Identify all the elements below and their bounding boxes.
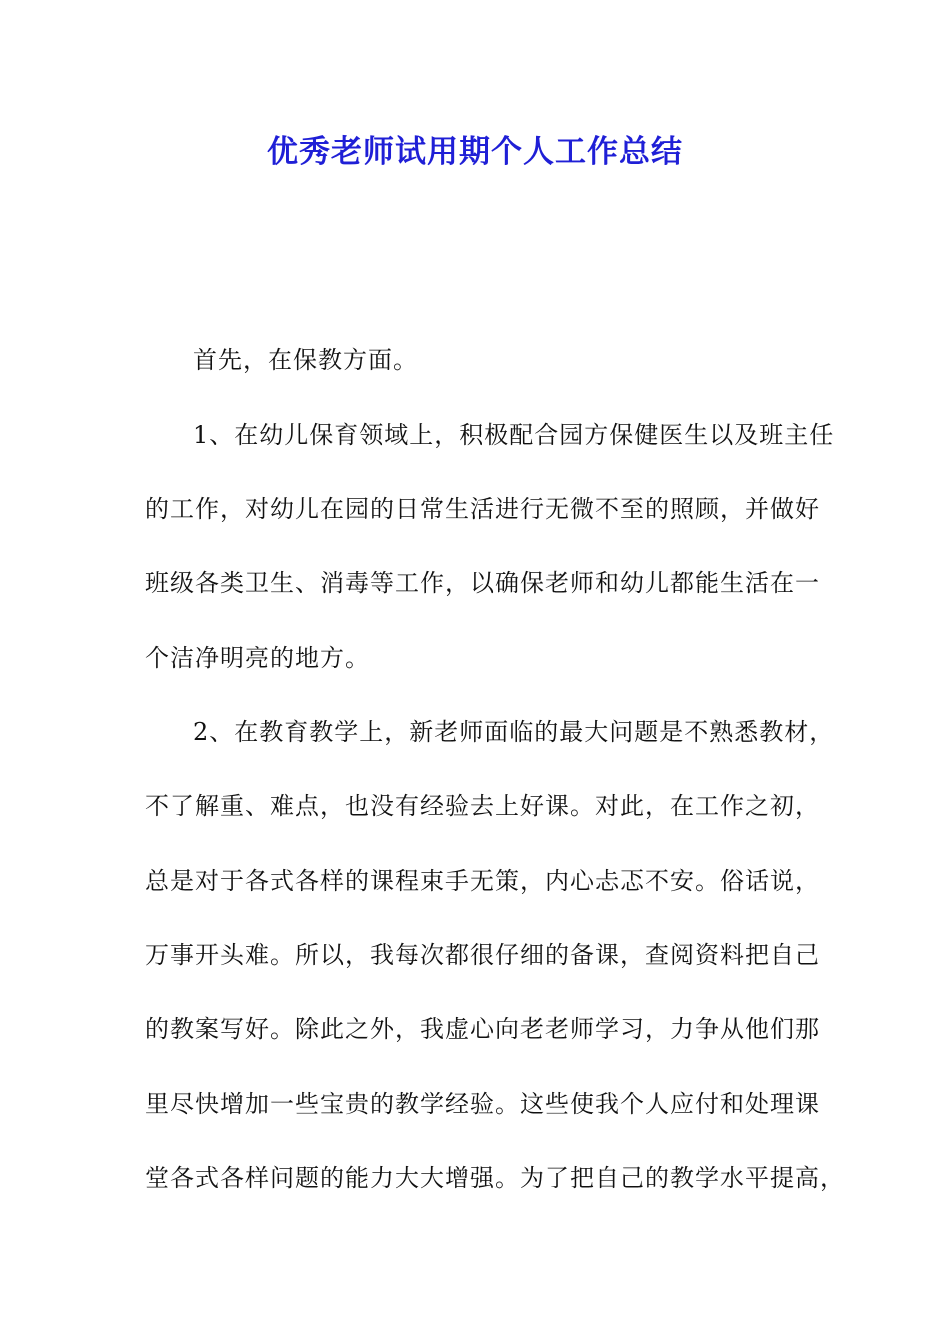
paragraph-line: 的工作，对幼儿在园的日常生活进行无微不至的照顾，并做好 xyxy=(145,495,820,523)
paragraph-line: 不了解重、难点，也没有经验去上好课。对此，在工作之初， xyxy=(145,792,820,820)
paragraph-line: 2、在教育教学上，新老师面临的最大问题是不熟悉教材， xyxy=(193,718,835,746)
document-title: 优秀老师试用期个人工作总结 xyxy=(267,134,683,170)
paragraph-line: 首先，在保教方面。 xyxy=(193,346,418,374)
paragraph-line: 个洁净明亮的地方。 xyxy=(145,644,370,672)
paragraph-line: 1、在幼儿保育领域上，积极配合园方保健医生以及班主任 xyxy=(193,421,835,449)
paragraph-line: 堂各式各样问题的能力大大增强。为了把自己的教学水平提高， xyxy=(145,1164,845,1192)
paragraph-line: 总是对于各式各样的课程束手无策，内心忐忑不安。俗话说， xyxy=(145,867,820,895)
paragraph-line: 里尽快增加一些宝贵的教学经验。这些使我个人应付和处理课 xyxy=(145,1090,820,1118)
paragraph-line: 万事开头难。所以，我每次都很仔细的备课，查阅资料把自己 xyxy=(145,941,820,969)
paragraph-line: 的教案写好。除此之外，我虚心向老老师学习，力争从他们那 xyxy=(145,1015,820,1043)
paragraph-line: 班级各类卫生、消毒等工作，以确保老师和幼儿都能生活在一 xyxy=(145,569,820,597)
